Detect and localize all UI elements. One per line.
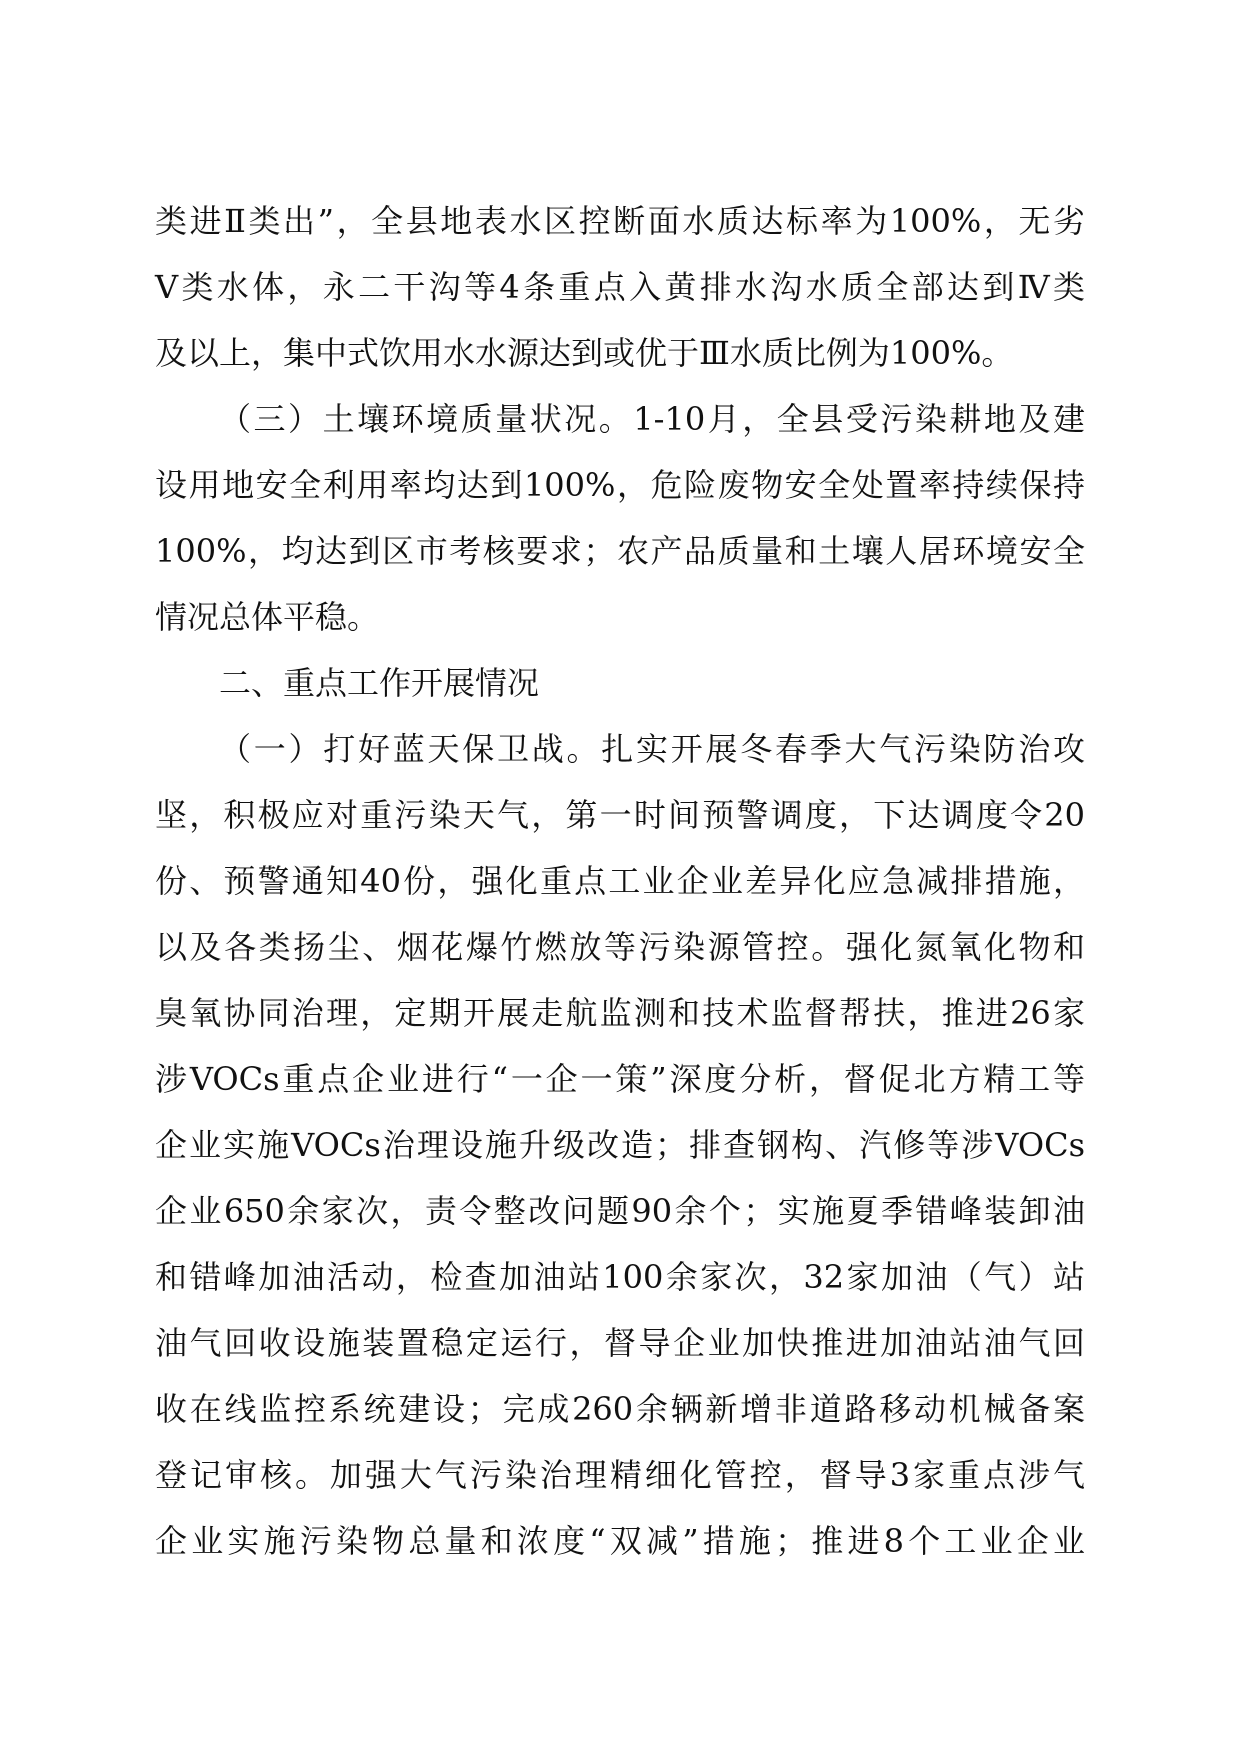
paragraph-line: 份、预警通知40份，强化重点工业企业差异化应急减排措施，	[155, 862, 1085, 900]
paragraph-line: 100%，均达到区市考核要求；农产品质量和土壤人居环境安全	[155, 532, 1085, 570]
paragraph-line: 油气回收设施装置稳定运行，督导企业加快推进加油站油气回	[155, 1324, 1085, 1362]
paragraph-line: 登记审核。加强大气污染治理精细化管控，督导3家重点涉气	[155, 1456, 1085, 1494]
paragraph-line: 设用地安全利用率均达到100%，危险废物安全处置率持续保持	[155, 466, 1085, 504]
paragraph-line: 情况总体平稳。	[155, 598, 380, 636]
paragraph-line: 坚，积极应对重污染天气，第一时间预警调度，下达调度令20	[155, 796, 1085, 834]
paragraph-line: 企业650余家次，责令整改问题90余个；实施夏季错峰装卸油	[155, 1192, 1085, 1230]
paragraph-line: 企业实施VOCs治理设施升级改造；排查钢构、汽修等涉VOCs	[155, 1126, 1085, 1164]
paragraph-line: （三）土壤环境质量状况。1-10月，全县受污染耕地及建	[219, 400, 1085, 438]
paragraph-line: 及以上，集中式饮用水水源达到或优于Ⅲ水质比例为100%。	[155, 334, 1014, 372]
document-body	[155, 188, 1085, 1574]
paragraph-line: 臭氧协同治理，定期开展走航监测和技术监督帮扶，推进26家	[155, 994, 1085, 1032]
paragraph-line: 以及各类扬尘、烟花爆竹燃放等污染源管控。强化氮氧化物和	[155, 928, 1085, 966]
paragraph-line: 二、重点工作开展情况	[219, 664, 540, 702]
paragraph-line: 和错峰加油活动，检查加油站100余家次，32家加油（气）站	[155, 1258, 1085, 1296]
paragraph-line: 收在线监控系统建设；完成260余辆新增非道路移动机械备案	[155, 1390, 1085, 1428]
paragraph-line: Ⅴ类水体，永二干沟等4条重点入黄排水沟水质全部达到Ⅳ类	[155, 268, 1085, 306]
paragraph-line: 涉VOCs重点企业进行“一企一策”深度分析，督促北方精工等	[155, 1060, 1085, 1098]
paragraph-line: 企业实施污染物总量和浓度“双减”措施；推进8个工业企业	[155, 1522, 1085, 1560]
paragraph-line: 类进Ⅱ类出”，全县地表水区控断面水质达标率为100%，无劣	[155, 202, 1085, 240]
paragraph-line: （一）打好蓝天保卫战。扎实开展冬春季大气污染防治攻	[219, 730, 1085, 768]
